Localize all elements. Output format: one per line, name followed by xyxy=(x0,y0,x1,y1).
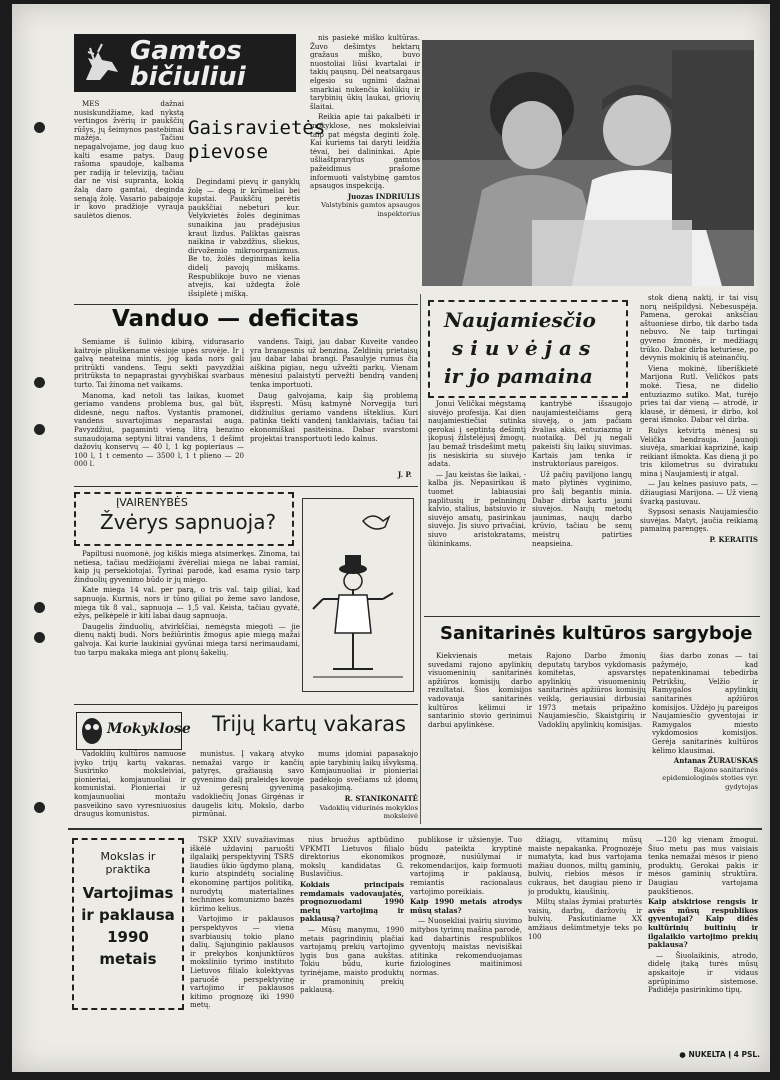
nature-lead-text: MES dažnai nusiskundžiame, kad nykstą vertingos žvėrių ir paukščių rūšys, jų šeimynos pastebimai mažėja. Tačiau nepagalvojame, jog daug kuo kalti esame patys. Daug rašoma spaudoje, kalbama per radiją ir televiziją, tačiau dar ne visi supranta, kokią žalą daro gamtai, deginda senąją žolę. Vasario pabaigoje ir kovo pradžioje vyrauja saulėtos dienos. xyxy=(74,100,184,220)
school-logo xyxy=(76,712,191,750)
tailor-p5: stok dieną naktį, ir tai visų norų neišpildysi. Nebesuspėja. Pamena, gerokai anksčiau aštuoniese dirbo, tik darbo tada nebuvo. Ne taip turtingai gyveno žmonės, ir medžiagų trūko. Dabar dirba keturiese, po devynis mokinių iš ateinančių. xyxy=(640,294,758,363)
school-logo-text: Mokyklose xyxy=(107,721,191,737)
study-box-line2: praktika xyxy=(105,863,151,876)
deer-icon xyxy=(78,40,126,86)
nature-signature: Juozas INDRIULIS xyxy=(347,191,420,201)
sanitary-p1: Kiekvienais metais suvedami rajono apylinkių visuomeninių sanitarinės apžiūros komisijų darbo rezultatai. Šios komisijos vadovauja sanitarinės kultūros kėlimui ir santarinio stovio gerinimui darbui apylinkėse. xyxy=(428,652,532,729)
tailor-photo-image xyxy=(422,40,754,286)
tailor-signature: P. KERAITIS xyxy=(709,535,758,545)
consumption-col3 xyxy=(410,836,522,1064)
misc-body xyxy=(74,550,300,690)
study-box xyxy=(72,838,184,1010)
misc-heading-box xyxy=(74,492,294,546)
consumption-p10: — Šiuolaikinis, atrodo, didelę įtaką turės mūsų apskaitoje ir vidaus aprūpinimo sistemose. Padidėja pasirinkimo tipų. xyxy=(648,950,758,995)
punch-hole xyxy=(34,602,45,613)
nature-signature-role: Valstybinis gamtos apsaugos inspektorius xyxy=(321,201,420,218)
water-p3: vandens. Taigi, jau dabar Kuveite vandeo yra brangesnis už benziną. Zeldinių prietaisų jau dabar labai brangi. Pasaulyje rumus čia aiškina pigiau, negu užvežti parkų. Vienam mėnesiui palaistyti pervežti bendrą vandenį tenka importuoti. xyxy=(250,338,418,389)
school-col3 xyxy=(310,750,418,824)
consumption-p9: —120 kg vienam žmogui. Šiuo metu pas mus vaisiais tenka nemažai mėsos ir pieno produktų. Gerokai pakis ir mėsos gaminių struktūra. Daugiau vartojama paukštienos. xyxy=(648,836,758,896)
tailor-p9: Sypsosi senasis Naujamiesčio siuvėjas. Matyt, jaučia reikiamą pamainą parengęs. xyxy=(640,507,758,534)
tailor-title-1: Naujamiesčio xyxy=(444,308,596,332)
scarecrow-icon xyxy=(303,499,413,691)
consumption-p8: Miltų stalas žymiai praturtės vaisių, darbų, daržovių ir bulvių. Paskutiniame XX amžiaus dešimtmetyje teks po 100 xyxy=(528,897,642,941)
water-p2: Manoma, kad netoli tas laikas, kuomet geriamo vandens problema bus, gal būt, didesnė, negu naftos. Vystantis pramonei, vandens suvartojimas neparastai auga. Pavyzdžiui, pagaminti vieną litrą benzino sunaudojama septyni litrai vandens, 1 dešimt dažovių konservų — 40 l, 1 kg popieriaus — 100 l, 1 t cemento — 3500 l, 1 t plieno — 20 000 l. xyxy=(74,390,244,469)
water-col2 xyxy=(250,338,418,468)
owl-icon xyxy=(79,715,105,745)
punch-hole xyxy=(34,377,45,388)
nature-body xyxy=(188,178,300,302)
consumption-q1: Kokiais principais remdamais vadovaujatės, prognozuodami 1990 metų vartojimą ir paklausą? xyxy=(300,879,404,924)
misc-title: Žvėrys sapnuoja? xyxy=(100,510,277,534)
study-box-line6: metais xyxy=(99,950,157,968)
nature-body-text: Degindami pievų ir ganyklų žolę — degą ir krūmeliai bei kupstai. Paukščių perėtis paukščiai nebeturi kur. Velykvietės žolės deginimas sunaikina jau pradėjusius kraut lizdus. Paliktas gaisras naikina ir vabzdžius, sliekus, dirvožemio mikroorganizmus. Be to, žolės deginimas kelia didelį pavojų miškams. Respublikoje buvo ne vienas atvejis, kai uždegta žolė išsiplėtė į mišką. xyxy=(188,178,300,298)
consumption-p7: džiagų, vitaminų mūsų maiste nepakanka. Prognozėje numatyta, kad bus vartojama mažiau duonos, miltų gaminių, bulvių, riebios mėsos ir cukraus, bet daugiau pieno ir jo produktų, kiaušinių. xyxy=(528,836,642,896)
nature-body2-text: nis pasiekė miško kultūras. Žuvo dešimtys hektarų gražaus miško, buvo nuostoliai liūsi kvartalai ir takių paųsnų. Dėl neatsargaus elgesio su ugnimi dažnai smarkiai nukenčia kolūkių ir tarybinių ūkių laukai, griovių šlaitai. xyxy=(310,34,420,111)
sanitary-col2 xyxy=(538,652,646,824)
nature-logo-text: Gamtos bičiuliui xyxy=(130,36,246,92)
school-p1: Vadokliių kultūros namuose įvyko trijų kartų vakaras. Susirinko moksleiviai, pionieriai, komjaunuoliai ir komunistai. Pionieriai ir komjaunuoliai montažu pasveikino savo vyresniuosius draugus komunistus. xyxy=(74,750,186,819)
nature-logo xyxy=(74,34,296,92)
sanitary-p3: šias darbo zonas — tai pažymėjo, kad nepatenkinamai tebedirba Petrikšių, Velžio ir Ramygalos apylinkių sanitarinės apžiūros komisijos. Uždėjo jų pareigos Naujamiesčio gyventojai ir Ramygalos miesto vykdomosios komisijos. Gerėja sanitarinės kultūros kėlimo klausimai. xyxy=(652,652,758,755)
consumption-q2: Kaip 1990 metais atrodys mūsų stalas? xyxy=(410,897,522,915)
school-signature: R. STANIKONAITĖ xyxy=(344,793,418,803)
tailor-p3: kantrybė išsaugojo naujamiesteičiams gerą siuvėją, o jam pačiam žvalias akis, entuziazmą ir nuotaiką. Dėl jų negali pakeisti šių laikų siuvimas. Kartais jam tenka ir instruktoriaus pareigos. xyxy=(532,400,632,469)
punch-hole xyxy=(34,802,45,813)
continued-note: ● NUKELTA Į 4 PSL. xyxy=(679,1050,760,1059)
sanitary-col1 xyxy=(428,652,532,824)
consumption-p6: — Nuosekliai įvairių siuvimo mitybos tyrimų mašina parodė, kad dabartinis respublikos gyventojų maistas nevisiškai atitinka rekomenduojamas fiziologines maitinimosi normas. xyxy=(410,916,522,977)
nature-body3-text: Reikia apie tai pakalbėti ir mokyklose, nes moksleiviai taip pat mėgsta deginti žolę. Kai kuriems tai daryti leidžia tėvai, bei dalininkai. Apie ušliaštprarytus gamtos pažeidimus prašome informuoti valstybinę gamtos apsaugos inspekciją. xyxy=(310,112,420,191)
misc-p3: Daugelis žinduolių, atvirkščiai, nemėgsta miegoti — jie dienų naktį budi. Nors bežiūrintis žmogus apie miegą mažai galvoja. Kai kurie laukiniai gyvūnai miega tarsi nerimaudami, tuo tarpu makaka miega ant plonų šakelių. xyxy=(74,621,300,657)
consumption-col1 xyxy=(190,836,294,1064)
study-box-line3: Vartojimas xyxy=(82,884,174,902)
consumption-col5 xyxy=(648,836,758,1050)
misc-p2: Kate miega 14 val. per parą, o tris val. taip giliai, kad sapnuoja. Kurmis, nors ir tūno giliai po žeme savo landose, miega tik 8 val., sapnuoja — 1,5 val. Keista, tačiau gyvatė, ežys, pelkėpelė ir kiti labai daug sapnuoja. xyxy=(74,585,300,621)
school-col2 xyxy=(192,750,304,824)
water-p4: Daug galvojama, kaip šią problemą išspręsti. Mūsų katmynė Norvegija turi didžiulius geriamo vandens išteklius. Kuri patinka tiekti vandenį tanklaiviais, tačiau tai ekonomiškai pasiteisina. Dabar svarstomi projektai transportuoti ledo kalnus. xyxy=(250,390,418,443)
school-signature-role: Vadoklių vidurinės mokyklos moksleivė xyxy=(319,803,418,821)
water-signature: J. P. xyxy=(397,470,412,479)
tailor-p8: — Jau kelnes pasiuvo pats, — džiaugiasi Marijona. — Už vieną švarką pasiuvau. xyxy=(640,479,758,506)
tailor-col3 xyxy=(640,294,758,606)
nature-lead xyxy=(74,100,184,300)
tailor-title-3: ir jo pamaina xyxy=(444,364,593,388)
water-p1: Semiame iš šulinio kibirą, vidurasario kaitroje pliuškename vėsioje upės srovėje. Ir į galvą neateina mintis, jog kada nors gali pritrūkti vandens. Tegu sekti pavyzdžiai pritrūksta to nepaprastai gyvybiškai svarbaus turto. Tai žinoma net vaikams. xyxy=(74,338,244,389)
study-box-line1: Mokslas ir xyxy=(100,850,156,863)
consumption-col4 xyxy=(528,836,642,1064)
consumption-col2 xyxy=(300,836,404,1064)
tailor-title-box xyxy=(428,300,628,398)
water-col1 xyxy=(74,338,244,488)
tailor-p7: Rulys ketvirtą mėnesį su Velička bendrauja. Jaunoji siuvėja, smarkiai kaprizinė, kaip reikiant išmokta. Kas dieną ji po tris kilometrus su dviratuku mina į Naujamiestį ir atgal. xyxy=(640,425,758,478)
consumption-p1: TSKP XXIV suvažiavimas iškėlė uždavinį paruošti ilgalaikį perspektyvinį TSRS liaudies ūkio ūgdymo planą, kurio atspindėtų socialinę ekonominę partijos politiką, nurodytų materialines technines komunizmo bazės kūrimo kelius. xyxy=(190,836,294,913)
misc-kicker: ĮVAIRENYBĖS xyxy=(116,496,188,509)
study-box-line4: ir paklausa xyxy=(81,906,175,924)
tailor-p6: Viena mokinė, liberiškietė Marijona Rutl. Veličkos pats mokė. Tiesa, ne didelio entuziazmo sutiko. Mat, turėjo pries tai dar vieną — atrodė, ir klausė, ir dėmesi, ir dirbo, kol gerai išmoko. Dabar vėl dirba. xyxy=(640,363,758,425)
study-box-line5: 1990 xyxy=(107,928,149,946)
tailor-photo xyxy=(422,40,754,286)
tailor-col2 xyxy=(532,400,632,612)
sanitary-signature-role: Rajono sanitarinės epidemiologinės stoties vyr. gydytojas xyxy=(662,765,758,791)
scarecrow-illustration xyxy=(302,498,414,692)
tailor-p4: Už pačių paviljono langų mato plytinės vyginimo, pro šalį begantis minia. Dabar dirba kartu jauni siuvėjos. Naujų metodų jaunimas, naujų darbo krūvio, tačiau be senų meistrų patirties neapsieina. xyxy=(532,469,632,548)
consumption-p5: publikose ir užsienyje. Tuo būdu pateikta kryptinė prognozė, nusiūlymai ir rekomendacijos, kaip formuoti vartojimą ir paklausą, remiantis racionalaus vartojimo poreikiais. xyxy=(410,836,522,896)
school-col1 xyxy=(74,750,186,824)
tailor-p1: Jonui Veličkai mėgstamą siuvėjo profesija. Kai dien naujamiestiečiai sutinka gerokai į septintą dešimtį įkopusį žilstelėjusį žmogų. Jau bemaž trisdešimt metų jis nesiskiria su siuvėjo adata. xyxy=(428,400,526,469)
consumption-p4: — Mūsų manymu, 1990 metais pagrindinių plačiai vartojamų prekių vartojimo lygis bus gana aukštas. Tokiu būdu, kurie tyrinėjame, maisto produktų ir pramoninių prekių paklausą. xyxy=(300,924,404,995)
misc-p1: Papiltusi nuomonė, jog kiškis miega atsimerkęs. Zinoma, tai netiesa, tačiau medžiojami žvėreliai miega ne labai ramiai, kaip jų persekiotojai. Tyrinai parodė, kad esama rysio tarp žinduolių gyvenimo būdo ir jų miego. xyxy=(74,550,300,584)
punch-hole xyxy=(34,632,45,643)
sanitary-p2: Rajono Darbo žmonių deputatų tarybos vykdomasis komitetas, apsvarstęs apylinkių visuomeninių sanitarinės apžiūros komisijų veiklą, geriausiai dirbusiai 1973 metais pripažino Naujamiesčio, Skaistgirių ir Vadoklių apylinkių komisijas. xyxy=(538,652,646,729)
school-title: Trijų kartų vakaras xyxy=(212,712,406,736)
punch-hole xyxy=(34,122,45,133)
sanitary-signature: Antanas ŽURAUSKAS xyxy=(673,756,758,766)
sanitary-col3 xyxy=(652,652,758,824)
consumption-p3: nius bruožus aptbūdino VPKMTI Lietuvos filialo direktorius ekonomikos mokslų kandidatas G. Buslavičius. xyxy=(300,836,404,879)
nature-col2 xyxy=(310,34,420,302)
tailor-title-2: siuvėjas xyxy=(452,336,598,360)
consumption-q3: Kaip atskiriose rengsis ir avės mūsų respublikos gyventojai? Kaip didės kultūrinių buitinių ir ilgalaikio vartojimo prekių paklausa? xyxy=(648,897,758,950)
sanitary-title: Sanitarinės kultūros sargyboje xyxy=(440,623,753,644)
school-p2: munistus. Į vakarą atvyko nemažai vargo ir kančių patyręs, gražiausią savo gyvenimo dalį praleidęs kovoje už geresnį gyvenimą vadokliečių Jonas Girgėnas ir daugelis kitų. Mokslo, darbo pirmūnai. xyxy=(192,750,304,819)
newspaper-page xyxy=(12,4,770,1072)
consumption-p2: Vartojimo ir paklausos perspektyvos — viena svarbiausių tokio plano dalių. Sąjunginio paklausos ir prekybos konjunktūros moksliniio tyrimo instituto Lietuvos filialo kolektyvas paruošė perspektyvinę vartojimo ir paklausos kitimo prognozę iki 1990 metų. xyxy=(190,914,294,1010)
tailor-p2: — Jau keistas šie laikai, - kalba jis. Nepasirikau iš tuomet labiausiai paplitusių ir pelnningų kalvio, stalius, batsiuvio ir siuvėjo amatų, pasirinkau siuvėjo. Jis siuvo privačiai, siuvo aristokratams, ūkininkams. xyxy=(428,469,526,548)
punch-hole xyxy=(34,424,45,435)
water-title: Vanduo — deficitas xyxy=(112,306,359,332)
school-p3: mums įdomiai papasakojo apie tarybinių laikų išvyksmą. Komjaunuoliai ir pionieriai padėkojo svečiams už įdomų pasakojimą. xyxy=(310,750,418,793)
tailor-col1 xyxy=(428,400,526,612)
nature-title: Gaisravietės pievose xyxy=(188,117,326,163)
